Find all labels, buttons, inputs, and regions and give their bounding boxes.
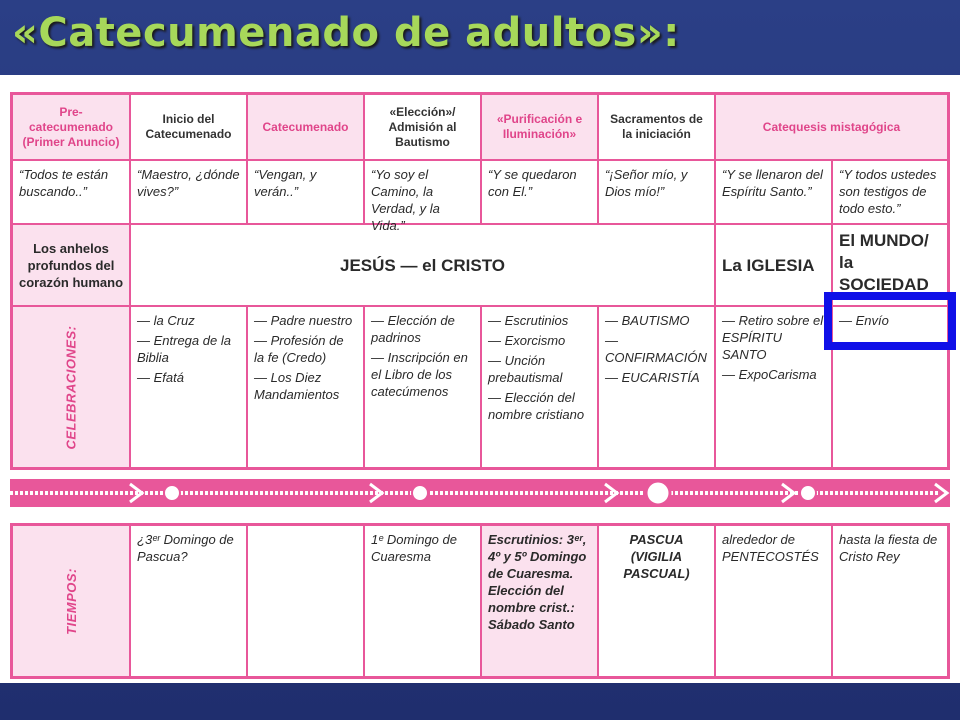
celebracion-item: — BAUTISMO: [605, 313, 690, 328]
timeline-node-1: [164, 485, 180, 501]
celebracion-item: — ExpoCarisma: [722, 367, 817, 382]
celebraciones-label: CELEBRACIONES:: [63, 324, 79, 450]
tiempos-col-6: alrededor de PENTECOSTÉS: [716, 526, 833, 676]
header-precatecumenado: Pre-catecumenado (Primer Anuncio): [13, 95, 131, 161]
celebraciones-col-6: [716, 307, 833, 467]
celebracion-item-envio: — Envío: [839, 313, 889, 328]
celebraciones-col-1: [131, 307, 248, 467]
envio-highlight-box: [824, 292, 956, 350]
quote-3: “Vengan, y verán..”: [248, 161, 365, 225]
celebracion-item: — Entrega de la Biblia: [137, 333, 231, 365]
iglesia-cell: [716, 225, 833, 307]
stages-table: [10, 92, 950, 470]
quote-2: “Maestro, ¿dónde vives?”: [131, 161, 248, 225]
quote-6: “¡Señor mío, y Dios mío!”: [599, 161, 716, 225]
timeline-node-3: [646, 481, 670, 505]
anhelos-text: Los anhelos profundos del corazón humano: [19, 240, 124, 290]
header-eleccion: «Elección»/ Admisión al Bautismo: [365, 95, 482, 161]
header-inicio: Inicio del Catecumenado: [131, 95, 248, 161]
anhelos-cell: [13, 225, 131, 307]
tiempos-label-cell: [13, 526, 131, 676]
celebracion-item: — Elección de padrinos: [371, 313, 455, 345]
header-purificacion: «Purificación e Iluminación»: [482, 95, 599, 161]
celebraciones-col-3: [365, 307, 482, 467]
celebracion-item: — Escrutinios: [488, 313, 569, 328]
tiempos-col-4: Escrutinios: 3ᵉʳ, 4º y 5º Domingo de Cuaresma. Elección del nombre crist.: Sábado Santo: [482, 526, 599, 676]
header-sacramentos: Sacramentos de la iniciación: [599, 95, 716, 161]
celebraciones-col-4: [482, 307, 599, 467]
tiempos-table: [10, 523, 950, 679]
mundo-text: El MUNDO/ la SOCIEDAD: [839, 231, 929, 294]
celebracion-item: — CONFIRMACIÓN: [605, 333, 707, 365]
celebracion-item: — la Cruz: [137, 313, 195, 328]
quote-1: “Todos te están buscando..”: [13, 161, 131, 225]
celebracion-item: — Efatá: [137, 370, 184, 385]
celebracion-item: — Elección del nombre cristiano: [488, 390, 585, 422]
header-mistagogica: Catequesis mistagógica: [716, 95, 947, 161]
iglesia-text: La IGLESIA: [722, 255, 815, 275]
quote-7: “Y se llenaron del Espíritu Santo.”: [716, 161, 833, 225]
celebraciones-col-2: [248, 307, 365, 467]
celebracion-item: — Retiro sobre el ESPÍRITU SANTO: [722, 313, 824, 362]
celebraciones-col-5: [599, 307, 716, 467]
celebracion-item: — Padre nuestro: [254, 313, 353, 328]
tiempos-label: TIEMPOS:: [63, 567, 79, 635]
tiempos-col-7: hasta la fiesta de Cristo Rey: [839, 532, 938, 564]
jesus-text: JESÚS — el CRISTO: [339, 255, 505, 275]
quote-4: “Yo soy el Camino, la Verdad, y la Vida.”: [365, 161, 482, 225]
tiempos-col-3: 1ᵉ Domingo de Cuaresma: [365, 526, 482, 676]
jesus-cell: [131, 225, 716, 307]
celebracion-item: — Exorcismo: [488, 333, 566, 348]
timeline-node-2: [412, 485, 428, 501]
celebracion-item: — EUCARISTÍA: [605, 370, 700, 385]
celebracion-item: — Profesión de la fe (Credo): [254, 333, 344, 365]
celebraciones-label-cell: [13, 307, 131, 467]
timeline-arrow-bar: [10, 475, 950, 511]
tiempos-col-2: [248, 526, 365, 676]
content-panel: [0, 75, 960, 683]
tiempos-col-1: ¿3ᵉʳ Domingo de Pascua?: [131, 526, 248, 676]
slide-title: «Catecumenado de adultos»:: [12, 10, 680, 56]
celebracion-item: — Inscripción en el Libro de los catecúmenos: [371, 350, 468, 399]
celebracion-item: — Los Diez Mandamientos: [254, 370, 340, 402]
celebracion-item: — Unción prebautismal: [488, 353, 563, 385]
quote-8: “Y todos ustedes son testigos de todo esto.”: [833, 161, 947, 225]
timeline-node-4: [800, 485, 816, 501]
header-catecumenado: Catecumenado: [248, 95, 365, 161]
quote-5: “Y se quedaron con El.”: [482, 161, 599, 225]
tiempos-col-5: PASCUA (VIGILIA PASCUAL): [599, 526, 716, 676]
